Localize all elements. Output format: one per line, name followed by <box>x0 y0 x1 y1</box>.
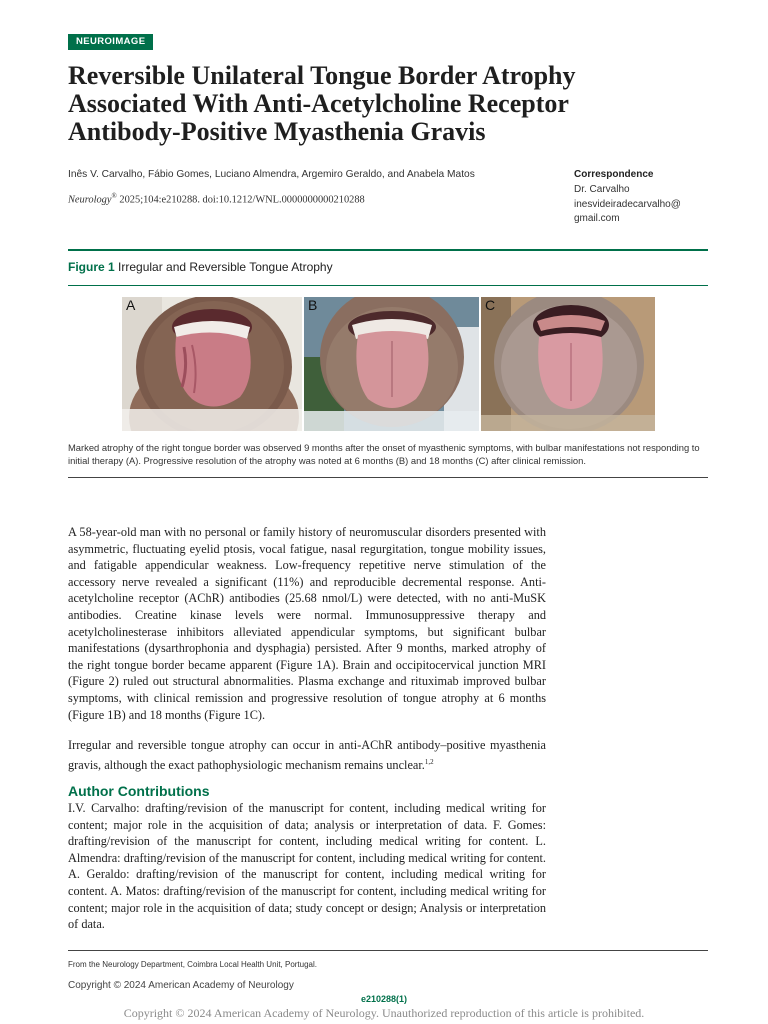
author-contributions-paragraph: I.V. Carvalho: drafting/revision of the manuscript for content, including medical writing for content; major role in the acquisition of data; analysis or interpretation of data. F. Gomes: drafting/revision of the manuscript for content, including medical writing for content. L. Almendra: drafting/revision of the manuscript for content, including medical writing for content. A. Geraldo: drafting/revision of the manuscript for content, including medical writing for content. A. Matos: drafting/revision of the manuscript for content, including medical writing for content; major role in the acquisition of data; study concept or design; Analysis or interpretation of data. <box>68 801 546 932</box>
author-list: Inês V. Carvalho, Fábio Gomes, Luciano Almendra, Argemiro Geraldo, and Anabela Matos <box>68 169 475 180</box>
correspondence-email-link[interactable]: inesvideiradecarvalho@ gmail.com <box>574 199 681 224</box>
journal-name: Neurology <box>68 194 112 206</box>
section-heading-author-contributions: Author Contributions <box>68 783 210 799</box>
figure-caption: Marked atrophy of the right tongue border was observed 9 months after the onset of myasthenic symptoms, with bulbar manifestations not responding to initial therapy (A). Progressive resolution of the atrophy was noted at 6 months (B) and 18 months (C) after clinical remission. <box>68 442 700 466</box>
figure-number: Figure 1 <box>68 260 115 274</box>
tongue-photo-b <box>304 297 479 431</box>
panel-letter-b: B <box>308 297 318 313</box>
panel-letter-a: A <box>126 297 136 313</box>
article-type-badge: NEUROIMAGE <box>68 34 153 50</box>
page-number: e210288(1) <box>360 994 408 1004</box>
article-title: Reversible Unilateral Tongue Border Atrophy Associated With Anti-Acetylcholine Receptor Antibody-Positive Myasthenia Gravis <box>68 61 576 146</box>
figure-title-rule <box>68 285 708 286</box>
body-paragraph-1: A 58-year-old man with no personal or family history of neuromuscular disorders presented with asymmetric, fluctuating eyelid ptosis, vocal fatigue, nasal regurgitation, tongue mobility issues, and fatigable appendicular weakness. Low-frequency repetitive nerve stimulation of the accessory nerve revealed a significant (11%) and reproducible decremental response. Anti-acetylcholine receptor (AChR) antibodies (25.68 nmol/L) were detected, with no anti-MuSK antibodies. Creatine kinase levels were normal. Immunosuppressive therapy and acetylcholinesterase inhibitors alleviated appendicular symptoms, but significant bulbar manifestations (dysarthrophonia and dysphagia) persisted. After 9 months, marked atrophy of the right tongue border became apparent (Figure 1A). Brain and occipitocervical junction MRI (Figure 2) ruled out structural abnormalities. Plasma exchange and rituximab improved bulbar symptoms, with clinical remission and progressive resolution of tongue atrophy at 6 months (Figure 1B) and 18 months (Figure 1C). <box>68 525 546 722</box>
registered-mark: ® <box>111 192 117 200</box>
affiliation-note: From the Neurology Department, Coimbra Local Health Unit, Portugal. <box>68 960 317 969</box>
citation-details: 2025;104:e210288. doi:10.1212/WNL.0000000000210288 <box>116 194 365 206</box>
figure-panel-a <box>122 297 302 431</box>
figure-top-rule <box>68 249 708 251</box>
footer-rule <box>68 950 708 951</box>
body-paragraph-2 <box>68 737 546 773</box>
figure-panel-b <box>304 297 479 431</box>
figure-panel-c <box>481 297 655 431</box>
figure-title: Irregular and Reversible Tongue Atrophy <box>118 260 333 274</box>
figure-label <box>68 260 333 274</box>
citation-line <box>68 192 365 205</box>
copyright-line: Copyright © 2024 American Academy of Neurology <box>68 980 294 991</box>
figure-bottom-rule <box>68 477 708 478</box>
body-paragraph-2-text: Irregular and reversible tongue atrophy can occur in anti-AChR antibody–positive myasthenia gravis, although the exact pathophysiologic mechanism remains unclear. <box>68 738 546 772</box>
panel-letter-c: C <box>485 297 496 313</box>
correspondence-heading: Correspondence <box>574 169 654 180</box>
correspondence-name: Dr. Carvalho <box>574 184 630 195</box>
copyright-watermark: Copyright © 2024 American Academy of Neurology. Unauthorized reproduction of this article is prohibited. <box>123 1006 645 1020</box>
tongue-photo-c <box>481 297 655 431</box>
reference-citation[interactable]: 1,2 <box>424 757 434 766</box>
tongue-photo-a <box>122 297 302 431</box>
